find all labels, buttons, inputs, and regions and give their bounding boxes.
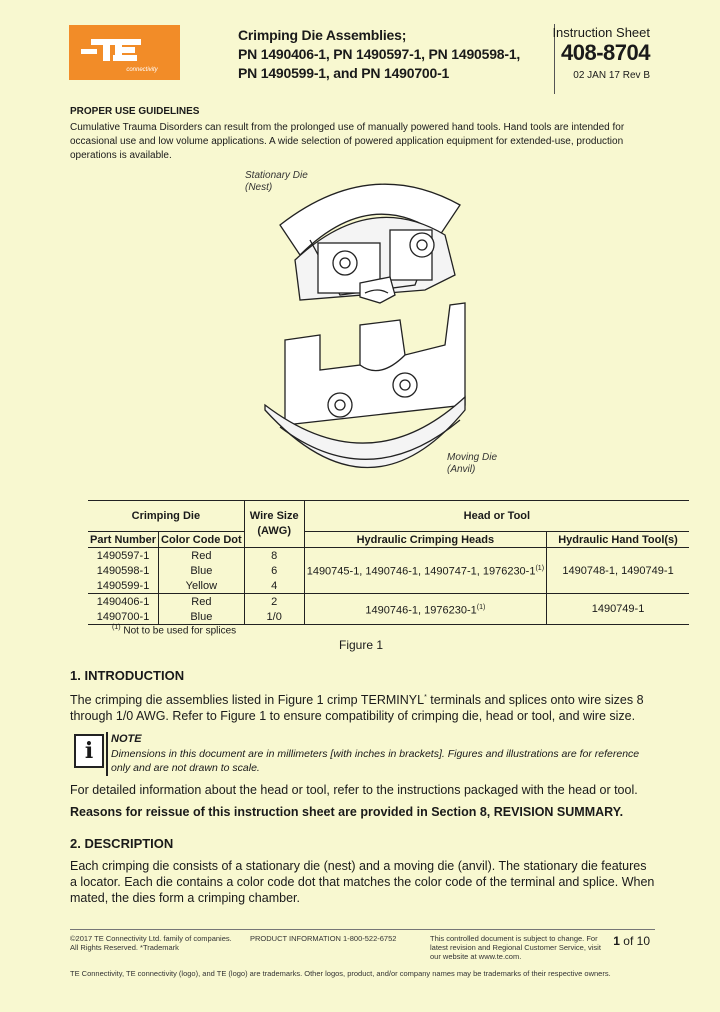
description-paragraph: Each crimping die consists of a stationary die (nest) and a moving die (anvil). The stationary die features a locator. Each die contains a color code dot that matches the color code of the terminal and splice. When mated, the dies form a crimping chamber. (70, 859, 655, 905)
th-color-code: Color Code Dot (159, 532, 245, 548)
intro-text-a: The crimping die assemblies listed in Figure 1 crimp TERMINYL (70, 693, 425, 708)
moving-die-label (447, 452, 497, 476)
cell-part: 1490597-1 (88, 548, 159, 564)
footnote-text: Not to be used for splices (123, 625, 237, 637)
te-logo (69, 25, 180, 80)
section-2-heading: 2. DESCRIPTION (70, 836, 174, 851)
info-icon: i (74, 734, 104, 768)
cell-wire: 1/0 (244, 609, 304, 625)
cell-color: Blue (159, 563, 245, 578)
guidelines-text: Cumulative Trauma Disorders can result from the prolonged use of manually powered hand tools. Hand tools are intended for occasional use and low volume applications. A wide selection of powered application equipment for extended-use, production operations is available. (70, 122, 625, 161)
doc-title-line-2: PN 1490406-1, PN 1490597-1, PN 1490598-1, (238, 46, 521, 62)
guidelines-heading: PROPER USE GUIDELINES (70, 106, 200, 117)
table-footnote (112, 624, 236, 636)
cell-color: Blue (159, 609, 245, 625)
cell-part: 1490406-1 (88, 594, 159, 610)
logo-tagline: connectivity (126, 67, 158, 73)
die-drawing-icon (240, 165, 500, 485)
page-current: 1 (613, 934, 620, 948)
footnote-mark: (1) (476, 603, 486, 611)
footer-divider (70, 929, 655, 930)
stationary-die-label-sub: (Nest) (245, 182, 273, 193)
die-compatibility-table (88, 500, 689, 625)
footer-trademarks: TE Connectivity, TE connectivity (logo), and TE (logo) are trademarks. Other logos, product, and/or company names may be trademarks of their respective owners. (70, 969, 611, 978)
table-header-row (88, 501, 689, 532)
page-total: of 10 (619, 934, 650, 948)
cell-part: 1490598-1 (88, 563, 159, 578)
section-1-heading: 1. INTRODUCTION (70, 668, 185, 683)
die-assembly-figure (240, 165, 500, 485)
cell-wire: 4 (244, 578, 304, 594)
th-part-number: Part Number (88, 532, 159, 548)
cell-color: Yellow (159, 578, 245, 594)
cell-group2-heads (304, 594, 546, 625)
cell-wire: 2 (244, 594, 304, 610)
cell-group2-tools: 1490749-1 (547, 594, 690, 625)
cell-wire: 8 (244, 548, 304, 564)
doc-date-revision: 02 JAN 17 Rev B (573, 70, 650, 81)
th-wire-size-line1: Wire Size (249, 510, 299, 522)
doc-number: 408-8704 (561, 40, 650, 65)
footnote-mark: (1) (535, 565, 545, 573)
stationary-die-label (245, 170, 308, 194)
th-wire-size-line2: (AWG) (257, 525, 291, 537)
figure-caption: Figure 1 (339, 638, 384, 652)
group2-heads-text: 1490746-1, 1976230-1 (365, 604, 477, 617)
cell-group1-heads (304, 548, 546, 594)
group1-heads-text: 1490745-1, 1490746-1, 1490747-1, 1976230-1 (306, 565, 536, 578)
doc-title-line-3: PN 1490599-1, and PN 1490700-1 (238, 65, 450, 81)
detail-paragraph: For detailed information about the head or tool, refer to the instructions packaged with the head or tool. (70, 783, 638, 797)
footer-product-info: PRODUCT INFORMATION 1-800-522-6752 (250, 934, 397, 943)
trademark-mark: * (424, 694, 427, 701)
th-hydraulic-heads: Hydraulic Crimping Heads (304, 532, 546, 548)
th-hand-tools: Hydraulic Hand Tool(s) (547, 532, 690, 548)
th-head-or-tool: Head or Tool (304, 501, 689, 532)
doc-title-line-1: Crimping Die Assemblies; (238, 27, 407, 43)
reissue-paragraph: Reasons for reissue of this instruction sheet are provided in Section 8, REVISION SUMMARY. (70, 805, 624, 819)
intro-paragraph (70, 690, 655, 724)
footer-copyright: ©2017 TE Connectivity Ltd. family of companies. All Rights Reserved. *Trademark (70, 934, 232, 952)
footnote-mark: (1) (112, 624, 121, 631)
table-row (88, 548, 689, 564)
note-text: Dimensions in this document are in millimeters [with inches in brackets]. Figures and illustrations are for reference only and are not drawn to scale. (111, 748, 640, 774)
doc-type: Instruction Sheet (552, 25, 650, 40)
cell-part: 1490700-1 (88, 609, 159, 625)
footer-control-notice: This controlled document is subject to change. For latest revision and Regional Customer Service, visit our website at www.te.com. (430, 934, 601, 961)
page-indicator (613, 934, 650, 948)
note-title: NOTE (111, 733, 142, 745)
th-crimping-die: Crimping Die (88, 501, 244, 532)
moving-die-label-sub: (Anvil) (447, 464, 476, 475)
table-row (88, 594, 689, 610)
note-divider (106, 732, 108, 776)
moving-die-label-text: Moving Die (447, 452, 498, 463)
cell-group1-tools: 1490748-1, 1490749-1 (547, 548, 690, 594)
cell-color: Red (159, 548, 245, 564)
cell-wire: 6 (244, 563, 304, 578)
intro-text-b: terminals and splices onto wire sizes 8 through 1/0 AWG. Refer to Figure 1 to ensure compatibility of crimping die, head or tool, and wire size. (70, 693, 644, 724)
cell-part: 1490599-1 (88, 578, 159, 594)
th-wire-size (244, 501, 304, 548)
stationary-die-label-text: Stationary Die (245, 170, 308, 181)
cell-color: Red (159, 594, 245, 610)
table-subheader-row (88, 532, 689, 548)
